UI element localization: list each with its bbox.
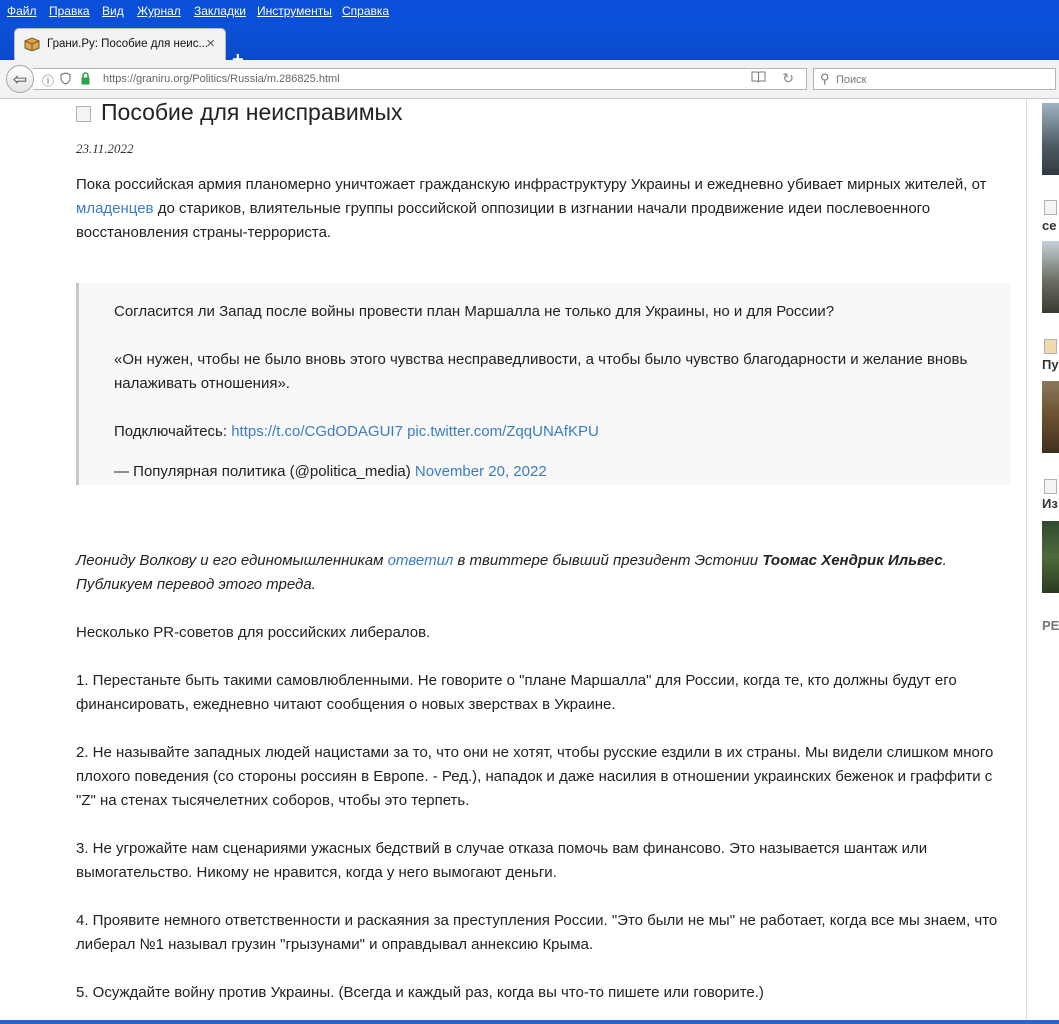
sidebar-section-label: РЕ [1042,618,1059,633]
lead-text-after: до стариков, влиятельные группы российской оппозиции в изгнании начали продвижение идеи послевоенного восстановления страны-террориста. [76,200,931,241]
tweet-attribution-line [114,460,547,484]
sidebar-document-icon-1 [1044,200,1057,215]
tweet-connect-line [114,420,599,444]
menu-file[interactable]: Файл [7,4,37,18]
menu-history[interactable]: Журнал [137,4,181,18]
search-icon: ⚲ [820,71,830,86]
tweet-attribution: — Популярная политика (@politica_media) [114,463,411,480]
navigation-bar [0,60,1059,99]
right-sidebar [1026,99,1059,1020]
shield-icon[interactable] [60,72,71,88]
intro-link-answered[interactable]: ответил [387,552,454,569]
reload-icon[interactable]: ↻ [782,70,794,86]
article-lead [76,173,1011,245]
lead-text-before: Пока российская армия планомерно уничтожает гражданскую инфраструктуру Украины и ежедневно убивает мирных жителей, от [76,176,987,193]
tab-active[interactable] [14,28,226,61]
tweet-date-link[interactable]: November 20, 2022 [414,463,547,480]
article-date: 23.11.2022 [76,141,134,156]
window-bottom-border [0,1020,1059,1024]
tweet-connect-link[interactable]: https://t.co/CGdODAGUI7 pic.twitter.com/ZqqUNAfKPU [231,423,599,440]
article-intro [76,549,1011,597]
page-content [0,99,1059,1020]
sidebar-headline-2[interactable]: Пу [1042,357,1059,372]
document-icon [76,106,91,122]
tweet-question: Согласится ли Запад после войны провести план Маршалла не только для Украины, но и для России? [114,303,835,320]
sidebar-document-icon-2 [1044,339,1057,354]
menu-bar [0,0,1059,22]
article-title: Пособие для неисправимых [101,99,403,125]
site-favicon-icon [24,37,40,54]
reader-view-icon[interactable] [751,71,766,86]
menu-bookmarks[interactable]: Закладки [194,4,246,18]
tab-close-icon[interactable]: × [206,35,215,52]
back-arrow-icon: ⇦ [12,70,28,89]
news-thumbnail-4[interactable] [1042,521,1059,593]
back-button[interactable] [6,65,34,93]
info-icon[interactable]: ⓘ [42,74,55,88]
menu-edit[interactable]: Правка [49,4,90,18]
url-text[interactable]: https://graniru.org/Politics/Russia/m.286825.html [103,73,340,85]
search-bar[interactable] [813,68,1056,90]
menu-tools[interactable]: Инструменты [257,4,332,18]
tweet-connect-label: Подключайтесь: [114,423,228,440]
lock-icon[interactable] [80,72,91,88]
lead-link-infants[interactable]: младенцев [76,200,154,217]
search-input[interactable] [834,71,1048,89]
news-thumbnail-1[interactable] [1042,103,1059,175]
embedded-tweet [76,283,1011,485]
sidebar-headline-1[interactable]: се [1042,218,1057,233]
menu-help[interactable]: Справка [342,4,390,18]
paragraph-tip-5: 5. Осуждайте войну против Украины. (Всегда и каждый раз, когда вы что-то пишете или говорите.) [76,984,764,1001]
sidebar-document-icon-3 [1044,479,1057,494]
tab-strip [0,22,1059,60]
paragraph-tip-1: 1. Перестаньте быть такими самовлюбленными. Не говорите о "плане Маршалла" для России, когда те, кто должны будут его финансировать, ежедневно читают сообщения о новых зверствах в Украине. [76,672,957,713]
paragraph-tips-header: Несколько PR-советов для российских либералов. [76,624,431,641]
menu-view[interactable]: Вид [102,4,124,18]
address-bar[interactable] [33,68,807,90]
intro-text-before: Леониду Волкову и его единомышленникам [76,552,388,569]
sidebar-headline-3[interactable]: Из [1042,496,1058,511]
news-thumbnail-2[interactable] [1042,241,1059,313]
tab-title: Грани.Ру: Пособие для неис... [47,38,209,50]
paragraph-tip-4: 4. Проявите немного ответственности и раскаяния за преступления России. "Это были не мы" не работает, когда все мы знаем, что либерал №1 называл грузин "грызунами" и оправдывал аннексию Крыма. [76,912,998,953]
paragraph-tip-2: 2. Не называйте западных людей нацистами за то, что они не хотят, чтобы русские ездили в их страны. Мы видели слишком много плохого поведения (со стороны россиян в Европе. - Ред.), нападок и даже насилия в отношении украинских беженок и граффити с "Z" на стенах тысячелетних соборов, чтобы это терпеть. [76,744,994,809]
paragraph-tip-3: 3. Не угрожайте нам сценариями ужасных бедствий в случае отказа помочь вам финансово. Это называется шантаж или вымогательство. Никому не нравится, когда у него вымогают деньги. [76,840,928,881]
intro-text-middle: в твиттере бывший президент Эстонии [453,552,763,569]
news-thumbnail-3[interactable] [1042,381,1059,453]
tweet-quote-text: «Он нужен, чтобы не было вновь этого чувства несправедливости, а чтобы было чувство благодарности и желание вновь налаживать отношения». [114,351,968,392]
intro-text-after: . Публикуем перевод этого треда. [76,552,947,593]
article-title-row [76,99,403,125]
intro-name: Тоомас Хендрик Ильвес [762,552,943,569]
